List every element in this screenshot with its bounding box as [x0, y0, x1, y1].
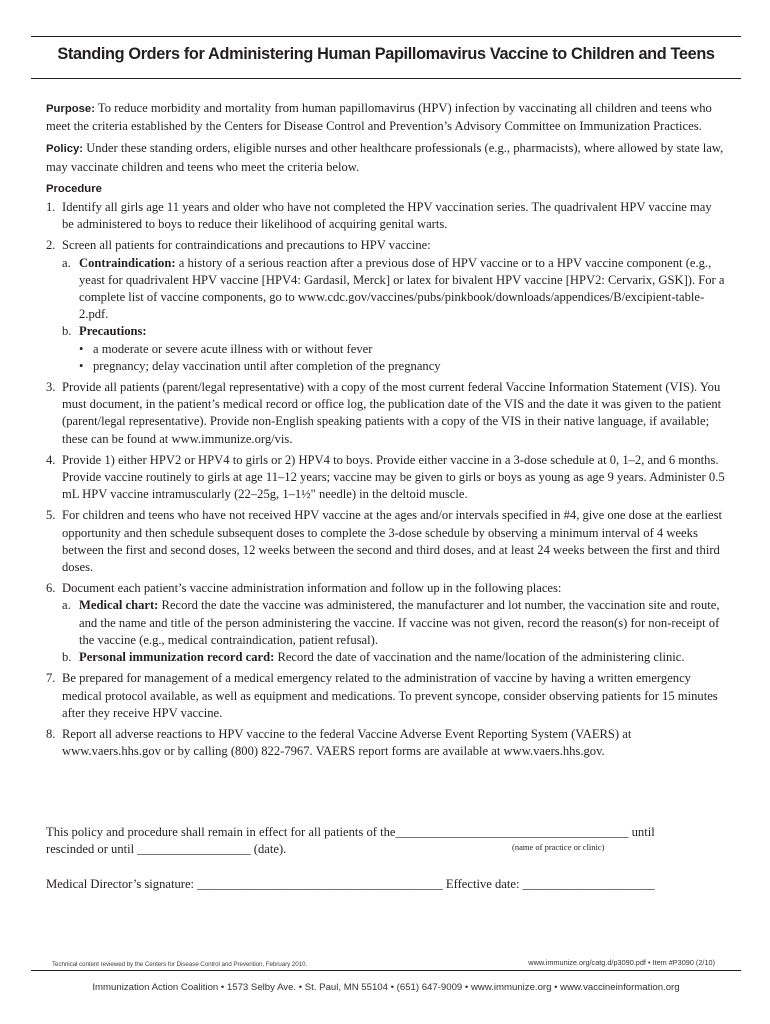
item-text: Provide 1) either HPV2 or HPV4 to girls or 2) HPV4 to boys. Provide either vaccine in a 3-dose schedule at 0, 1–2, and 6 months. Provide vaccine routinely to girls at age 11–12 years; vaccine may be given to girls or boys as young as age 9 years. Administer 0.5 mL HPV vaccine intramuscularly (22–25g, 1–1½" needle) in the deltoid muscle.	[62, 452, 725, 502]
list-item	[62, 358, 726, 375]
item-text: Be prepared for management of a medical emergency related to the administration of vaccine by having a written emergency medical protocol available, as well as equipment and medications. To prevent syncope, consider observing patients for 15 minutes after they receive HPV vaccine.	[62, 671, 718, 720]
subitem-letter: b.	[62, 324, 72, 339]
procedure-item-1	[46, 199, 726, 233]
organization-footer: Immunization Action Coalition • 1573 Selby Ave. • St. Paul, MN 55104 • (651) 647-9009 • www.immunize.org • www.vaccineinformation.org	[92, 982, 680, 993]
item-text: For children and teens who have not received HPV vaccine at the ages and/or intervals specified in #4, give one dose at the earliest opportunity and then schedule subsequent doses to complete the 3-dose schedule by observing a minimum interval of 4 weeks between the first and second doses, 12 weeks between the second and third doses, and at least 24 weeks between the first and third doses.	[62, 508, 723, 575]
procedure-item-4	[46, 452, 726, 504]
page-title: Standing Orders for Administering Human Papillomavirus Vaccine to Children and Teens	[57, 45, 715, 63]
procedure-heading: Procedure	[46, 182, 102, 195]
item-text: Report all adverse reactions to HPV vaccine to the federal Vaccine Adverse Event Reporting System (VAERS) at www.vaers.hhs.gov or by calling (800) 822-7967. VAERS report forms are available at www.vaers.hhs.gov.	[62, 726, 632, 759]
item-number: 6.	[46, 581, 56, 596]
item-text: Identify all girls age 11 years and older who have not completed the HPV vaccination series. The quadrivalent HPV vaccine may be administered to boys to reduce their likelihood of acquiring genital warts.	[62, 200, 712, 232]
top-rule	[31, 36, 741, 37]
item-number: 1.	[46, 200, 56, 215]
subitem-letter: b.	[62, 650, 72, 665]
record-card-label: Personal immunization record card:	[79, 650, 275, 665]
item-text: Document each patient’s vaccine administration information and follow up in the following places:	[62, 581, 562, 596]
item-number: 2.	[46, 238, 56, 253]
record-card-subitem	[62, 649, 726, 666]
bullet-icon: •	[79, 341, 84, 356]
subitem-letter: a.	[62, 598, 71, 613]
item-number: 3.	[46, 380, 56, 395]
procedure-item-5	[46, 507, 726, 576]
item-number: 8.	[46, 726, 56, 741]
procedure-item-7	[46, 670, 726, 722]
policy-paragraph	[46, 140, 726, 175]
item-number: 4.	[46, 452, 56, 467]
procedure-item-6	[46, 580, 726, 666]
contraindication-label: Contraindication:	[79, 255, 176, 270]
medical-chart-text: Record the date the vaccine was administered, the manufacturer and lot number, the vaccination site and route, and the name and title of the person administering the vaccine. If vaccine was not given, record the reason(s) for non-receipt of the vaccine (e.g., medical contraindication, patient refusal).	[79, 598, 720, 647]
item-number: 7.	[46, 671, 56, 686]
purpose-text: To reduce morbidity and mortality from human papillomavirus (HPV) infection by vaccinating all children and teens who meet the criteria established by the Centers for Disease Control and Prevention’s Advisory Committee on Immunization Practices.	[46, 101, 712, 134]
review-note: Technical content reviewed by the Centers for Disease Control and Prevention, February 2010.	[52, 961, 308, 968]
precautions-label: Precautions:	[79, 324, 147, 339]
contraindication-subitem	[62, 255, 726, 324]
precautions-subitem	[62, 323, 726, 340]
bullet-text: a moderate or severe acute illness with or without fever	[93, 341, 373, 356]
procedure-item-8	[46, 726, 726, 760]
item-text: Provide all patients (parent/legal representative) with a copy of the most current federal Vaccine Information Statement (VIS). You must document, in the patient’s medical record or office log, the publication date of the VIS and the date it was given to the patient (parent/legal representative). Provide non-English speaking patients with a copy of the VIS in their native language, if available; these can be found at www.immunize.org/vis.	[62, 380, 722, 446]
item-reference: www.immunize.org/catg.d/p3090.pdf • Item #P3090 (2/10)	[528, 958, 715, 967]
effective-line-1: This policy and procedure shall remain in effect for all patients of the_____________________________________ until	[46, 825, 655, 839]
contraindication-text: a history of a serious reaction after a previous dose of HPV vaccine or to a HPV vaccine component (e.g., yeast for quadrivalent HPV vaccine [HPV4: Gardasil, Merck] or latex for bivalent HPV vaccine [HPV2: Cervarix, GSK]). For a complete list of vaccine components, go to www.cdc.gov/vaccines/pubs/pinkbook/downloads/appendices/B/excipient-table-2.pdf.	[79, 255, 725, 322]
signature-line: Medical Director’s signature: _______________________________________ Effective date: _____________________	[46, 877, 655, 891]
purpose-label: Purpose:	[46, 103, 95, 115]
procedure-item-2	[46, 237, 726, 375]
subitem-letter: a.	[62, 255, 71, 270]
policy-text: Under these standing orders, eligible nurses and other healthcare professionals (e.g., pharmacists), where allowed by state law, may vaccinate children and teens who meet the criteria below.	[46, 141, 724, 174]
item-text: Screen all patients for contraindications and precautions to HPV vaccine:	[62, 238, 431, 253]
policy-label: Policy:	[46, 143, 84, 156]
list-item	[62, 341, 726, 358]
title-rule	[31, 78, 741, 79]
record-card-text: Record the date of vaccination and the name/location of the administering clinic.	[274, 650, 685, 665]
medical-chart-subitem	[62, 597, 726, 649]
practice-name-caption: (name of practice or clinic)	[512, 842, 605, 852]
item-number: 5.	[46, 508, 56, 523]
purpose-paragraph	[46, 100, 726, 135]
effective-line-2: rescinded or until __________________ (date).	[46, 842, 287, 856]
document-body	[46, 100, 726, 764]
effective-statement	[46, 824, 746, 858]
footer-rule	[31, 970, 741, 971]
medical-chart-label: Medical chart:	[79, 598, 159, 613]
procedure-item-3	[46, 379, 726, 448]
bullet-icon: •	[79, 358, 84, 373]
bullet-text: pregnancy; delay vaccination until after completion of the pregnancy	[93, 358, 441, 373]
